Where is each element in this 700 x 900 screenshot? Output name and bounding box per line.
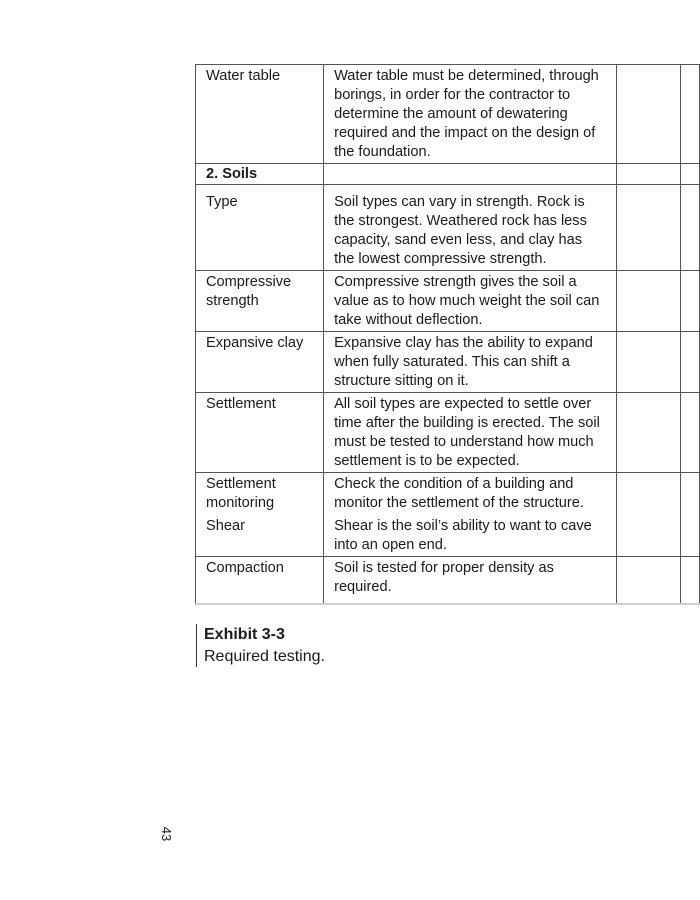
empty-cell [680,65,699,164]
row-label: Settlement [206,396,276,412]
empty-cell [324,164,617,185]
row-label-cell [196,332,324,393]
empty-cell [680,185,699,271]
row-description: Shear is the soil’s ability to want to cave into an open end. [334,518,592,553]
table-row [196,332,700,393]
empty-cell [617,164,680,185]
empty-cell [617,65,680,164]
row-description-cell [324,271,617,332]
table-row [196,271,700,332]
empty-cell [680,557,699,605]
empty-cell [617,332,680,393]
table-row [196,557,700,605]
row-label-cell [196,393,324,473]
row-label: Shear [206,518,245,534]
empty-cell [680,332,699,393]
table-row [196,473,700,557]
row-description-cell [324,65,617,164]
row-label-cell [196,473,324,557]
exhibit-title: Exhibit 3-3 [204,626,285,643]
row-description: Expansive clay has the ability to expand when fully saturated. This can shift a structure sitting on it. [334,335,593,389]
empty-cell [617,271,680,332]
row-label: Settlement monitoring [206,476,276,511]
empty-cell [680,473,699,557]
exhibit-caption [196,624,325,667]
row-description-cell [324,185,617,271]
row-label-cell [196,557,324,605]
row-label-cell [196,65,324,164]
empty-cell [617,393,680,473]
row-description: All soil types are expected to settle over time after the building is erected. The soil must be tested to understand how much settlement is to be expected. [334,396,600,469]
table-row [196,393,700,473]
table-row [196,185,700,271]
empty-cell [617,557,680,605]
row-label: Compressive strength [206,274,292,309]
empty-cell [617,473,680,557]
required-testing-table [195,64,700,605]
row-description-cell [324,557,617,605]
section-heading-cell [196,164,324,185]
section-heading: 2. Soils [206,166,258,182]
row-description-cell [324,473,617,557]
row-description: Soil types can vary in strength. Rock is the strongest. Weathered rock has less capacity, sand even less, and clay has the lowest compressive strength. [334,194,587,267]
empty-cell [617,185,680,271]
page-number: 43 [159,826,174,842]
section-row [196,164,700,185]
row-label: Water table [206,68,281,84]
row-description: Water table must be determined, through borings, in order for the contractor to determine the amount of dewatering required and the impact on the design of the foundation. [334,68,599,160]
empty-cell [680,271,699,332]
exhibit-description: Required testing. [204,648,325,665]
row-label-cell [196,271,324,332]
row-description: Soil is tested for proper density as required. [334,560,554,595]
row-description: Check the condition of a building and monitor the settlement of the structure. [334,476,584,511]
row-description: Compressive strength gives the soil a value as to how much weight the soil can take without deflection. [334,274,600,328]
row-description-cell [324,393,617,473]
row-label: Expansive clay [206,335,304,351]
empty-cell [680,164,699,185]
row-label: Type [206,194,238,210]
row-description-cell [324,332,617,393]
row-label-cell [196,185,324,271]
empty-cell [680,393,699,473]
table-row [196,65,700,164]
row-label: Compaction [206,560,284,576]
